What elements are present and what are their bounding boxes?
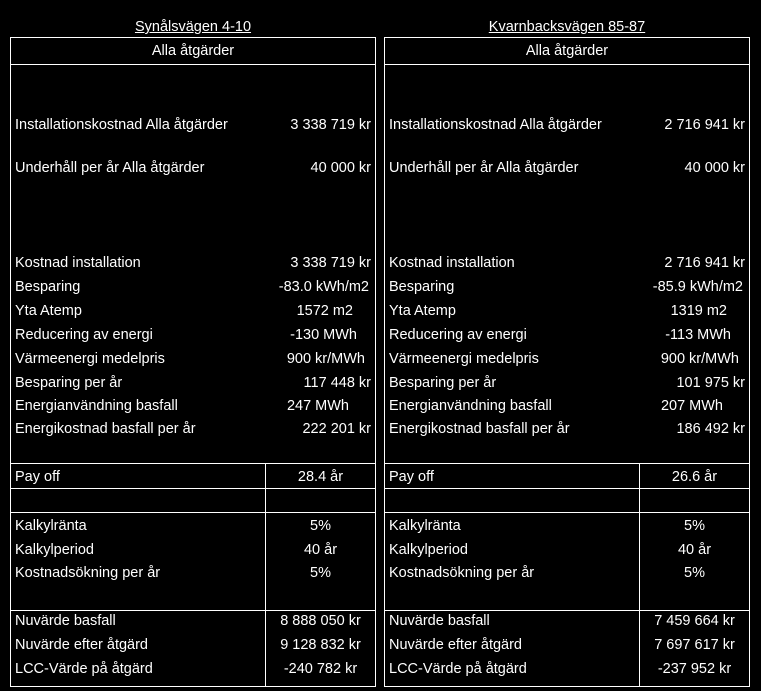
- table-row: [11, 539, 375, 561]
- row-label: Nuvärde efter åtgärd: [15, 637, 148, 653]
- row-label: Värmeenergi medelpris: [15, 351, 165, 367]
- results-table: [10, 37, 376, 687]
- row-value: -113 MWh: [665, 327, 731, 343]
- row-value: 40 år: [677, 542, 712, 558]
- table-row: [11, 300, 375, 322]
- row-label: Pay off: [15, 469, 60, 485]
- row-value: 5%: [310, 565, 331, 581]
- results-table: [384, 37, 750, 687]
- row-value: 2 716 941 kr: [664, 255, 745, 271]
- table-row: [11, 610, 375, 632]
- divider: [11, 64, 375, 65]
- table-row: [11, 157, 375, 179]
- divider: [385, 488, 749, 489]
- table-row: [385, 157, 749, 179]
- row-value: 247 MWh: [286, 398, 349, 414]
- row-value: 222 201 kr: [302, 421, 371, 437]
- building-panel: [384, 0, 750, 691]
- table-row: [11, 395, 375, 417]
- row-value: 5%: [310, 518, 331, 534]
- row-label: Pay off: [389, 469, 434, 485]
- table-row: [11, 562, 375, 584]
- divider: [385, 463, 749, 464]
- table-row: [11, 634, 375, 656]
- table-header: Alla åtgärder: [151, 43, 235, 59]
- table-row: [385, 658, 749, 680]
- table-row: [11, 114, 375, 136]
- table-row: [385, 515, 749, 537]
- building-panel: [10, 0, 376, 691]
- row-value: 3 338 719 kr: [290, 255, 371, 271]
- building-title: Synålsvägen 4-10: [134, 19, 252, 35]
- row-label: Energikostnad basfall per år: [15, 421, 196, 437]
- row-value: 101 975 kr: [676, 375, 745, 391]
- row-label: Installationskostnad Alla åtgärder: [389, 117, 602, 133]
- table-row: [385, 324, 749, 346]
- row-value: 7 459 664 kr: [654, 613, 735, 629]
- row-label: Reducering av energi: [15, 327, 153, 343]
- row-value: -240 782 kr: [283, 661, 358, 677]
- row-label: Kostnad installation: [389, 255, 515, 271]
- row-value: -83.0 kWh/m2: [278, 279, 369, 295]
- table-row: [385, 562, 749, 584]
- table-row: [385, 372, 749, 394]
- row-value: 28.4 år: [297, 469, 344, 485]
- row-value: -85.9 kWh/m2: [652, 279, 743, 295]
- table-row: [385, 300, 749, 322]
- table-row: [385, 634, 749, 656]
- table-row: [11, 658, 375, 680]
- divider: [11, 512, 375, 513]
- row-value: 3 338 719 kr: [290, 117, 371, 133]
- row-label: Yta Atemp: [389, 303, 456, 319]
- row-value: 117 448 kr: [303, 375, 371, 391]
- row-label: Kalkylränta: [389, 518, 461, 534]
- table-row: [11, 276, 375, 298]
- row-value: 1572 m2: [296, 303, 353, 319]
- row-value: 186 492 kr: [676, 421, 745, 437]
- row-label: Kostnadsökning per år: [389, 565, 535, 581]
- row-label: Installationskostnad Alla åtgärder: [15, 117, 228, 133]
- table-row: [385, 539, 749, 561]
- table-row: [385, 395, 749, 417]
- row-label: Kostnadsökning per år: [15, 565, 161, 581]
- row-label: Besparing per år: [389, 375, 497, 391]
- table-row: [385, 348, 749, 370]
- row-value: 40 år: [303, 542, 338, 558]
- row-label: Nuvärde efter åtgärd: [389, 637, 522, 653]
- table-row: [385, 276, 749, 298]
- row-label: Besparing: [389, 279, 455, 295]
- row-value: 40 000 kr: [684, 160, 745, 176]
- row-label: Energianvändning basfall: [15, 398, 178, 414]
- table-row: [385, 418, 749, 440]
- row-value: 5%: [684, 565, 705, 581]
- row-label: Kalkylperiod: [389, 542, 468, 558]
- building-title: Kvarnbacksvägen 85-87: [488, 19, 646, 35]
- row-value: 207 MWh: [660, 398, 723, 414]
- divider: [11, 463, 375, 464]
- row-value: 26.6 år: [671, 469, 718, 485]
- row-value: 900 kr/MWh: [660, 351, 739, 367]
- row-value: -237 952 kr: [657, 661, 732, 677]
- table-row: [11, 466, 375, 488]
- table-header: Alla åtgärder: [525, 43, 609, 59]
- row-label: Yta Atemp: [15, 303, 82, 319]
- divider: [385, 512, 749, 513]
- row-label: Underhåll per år Alla åtgärder: [389, 160, 579, 176]
- row-value: 8 888 050 kr: [280, 613, 361, 629]
- row-value: -130 MWh: [290, 327, 357, 343]
- row-label: Reducering av energi: [389, 327, 527, 343]
- row-label: Besparing: [15, 279, 81, 295]
- table-row: [11, 515, 375, 537]
- divider: [11, 488, 375, 489]
- row-label: Energikostnad basfall per år: [389, 421, 570, 437]
- row-value: 7 697 617 kr: [654, 637, 735, 653]
- row-label: Underhåll per år Alla åtgärder: [15, 160, 205, 176]
- table-row: [385, 114, 749, 136]
- row-label: Kostnad installation: [15, 255, 141, 271]
- row-label: Värmeenergi medelpris: [389, 351, 539, 367]
- row-value: 9 128 832 kr: [280, 637, 361, 653]
- row-value: 1319 m2: [670, 303, 727, 319]
- table-row: [385, 610, 749, 632]
- table-row: [11, 252, 375, 274]
- row-label: Kalkylränta: [15, 518, 87, 534]
- row-label: Kalkylperiod: [15, 542, 94, 558]
- row-label: LCC-Värde på åtgärd: [389, 661, 527, 677]
- table-row: [385, 252, 749, 274]
- row-value: 2 716 941 kr: [664, 117, 745, 133]
- row-label: LCC-Värde på åtgärd: [15, 661, 153, 677]
- row-label: Nuvärde basfall: [389, 613, 490, 629]
- table-row: [11, 372, 375, 394]
- row-value: 900 kr/MWh: [286, 351, 365, 367]
- divider: [385, 64, 749, 65]
- table-row: [11, 324, 375, 346]
- row-label: Energianvändning basfall: [389, 398, 552, 414]
- row-value: 40 000 kr: [310, 160, 371, 176]
- row-label: Besparing per år: [15, 375, 123, 391]
- table-row: [385, 466, 749, 488]
- row-label: Nuvärde basfall: [15, 613, 116, 629]
- table-row: [11, 418, 375, 440]
- row-value: 5%: [684, 518, 705, 534]
- table-row: [11, 348, 375, 370]
